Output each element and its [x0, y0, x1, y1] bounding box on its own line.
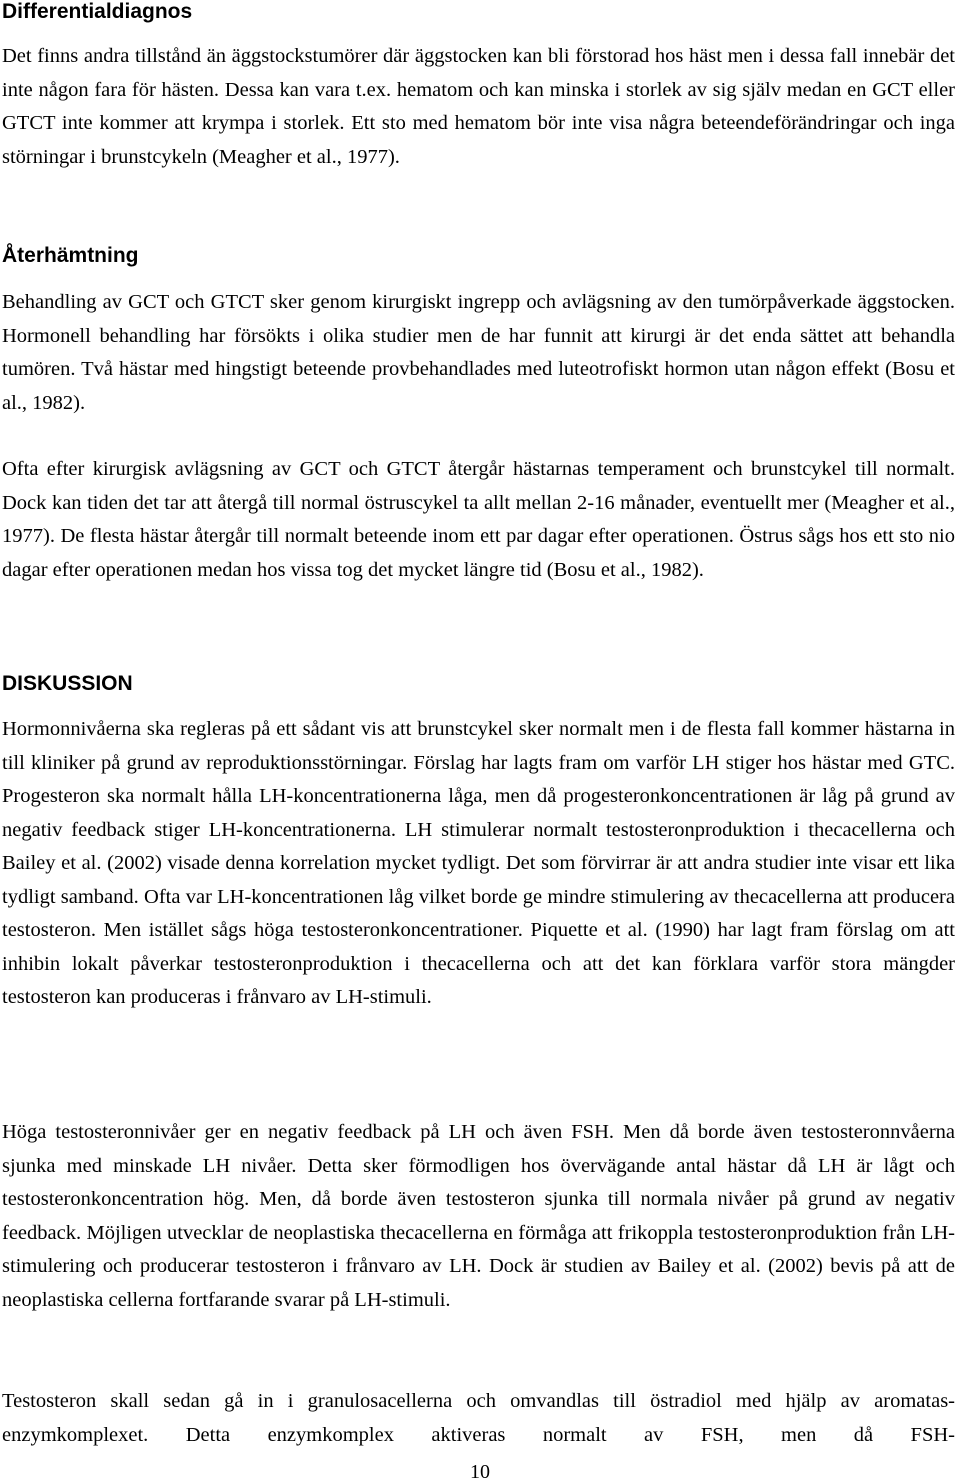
page-number: 10	[470, 1461, 490, 1483]
paragraph-discussion-3: Testosteron skall sedan gå in i granulosacellerna och omvandlas till östradiol med hjälp av aromatas-enzymkomplexet. Detta enzymkomplex aktiveras normalt av FSH, men då FSH-	[2, 1390, 955, 1446]
heading-aterhamtning: Återhämtning	[2, 244, 139, 267]
paragraph-discussion-2: Höga testosteronnivåer ger en negativ feedback på LH och även FSH. Men då borde även testosteronnvåerna sjunka med minskade LH nivåer. Detta sker förmodligen hos övervägande antal hästar då LH är lågt och testosteronkoncentration hög. Men, då borde även testosteron sjunka till normala nivåer på grund av negativ feedback. Möjligen utvecklar de neoplastiska thecacellerna en förmåga att frikoppla testosteronproduktion från LH-stimulering och producerar testosteron i frånvaro av LH. Dock är studien av Bailey et al. (2002) bevis på att de neoplastiska cellerna fortfarande svarar på LH-stimuli.	[2, 1121, 955, 1311]
heading-diskussion: DISKUSSION	[2, 672, 133, 695]
paragraph-recovery-1: Behandling av GCT och GTCT sker genom kirurgiskt ingrepp och avlägsning av den tumörpåverkade äggstocken. Hormonell behandling har försökts i olika studier men de har funnit att kirurgi är det enda sättet att behandla tumören. Två hästar med hingstigt beteende provbehandlades med luteotrofiskt hormon utan någon effekt (Bosu et al., 1982).	[2, 291, 955, 414]
paragraph-recovery-2: Ofta efter kirurgisk avlägsning av GCT och GTCT återgår hästarnas temperament och brunstcykel till normalt. Dock kan tiden det tar att återgå till normal östruscykel ta allt mellan 2-16 månader, eventuellt mer (Meagher et al., 1977). De flesta hästar återgår till normalt beteende inom ett par dagar efter operationen. Östrus sågs hos ett sto nio dagar efter operationen medan hos vissa tog det mycket längre tid (Bosu et al., 1982).	[2, 458, 955, 581]
heading-differentialdiagnos: Differentialdiagnos	[2, 0, 193, 23]
paragraph-differential-1: Det finns andra tillstånd än äggstockstumörer där äggstocken kan bli förstorad hos häst men i dessa fall innebär det inte någon fara för hästen. Dessa kan vara t.ex. hematom och kan minska i storlek av sig själv medan en GCT eller GTCT inte kommer att krympa i storlek. Ett sto med hematom bör inte visa några beteendeförändringar och inga störningar i brunstcykeln (Meagher et al., 1977).	[2, 45, 955, 168]
paragraph-discussion-1: Hormonnivåerna ska regleras på ett sådant vis att brunstcykel sker normalt men i de flesta fall kommer hästarna in till kliniker på grund av reproduktionsstörningar. Förslag har lagts fram om varför LH stiger hos hästar med GTC. Progesteron ska normalt hålla LH-koncentrationerna låga, men då progesteronkoncentrationen är låg på grund av negativ feedback stiger LH-koncentrationerna. LH stimulerar normalt testosteronproduktion i thecacellerna och Bailey et al. (2002) visade denna korrelation mycket tydligt. Det som förvirrar är att andra studier inte visar ett lika tydligt samband. Ofta var LH-koncentrationen låg vilket borde ge mindre stimulering av thecacellerna att producera testosteron. Men istället sågs höga testosteronkoncentrationer. Piquette et al. (1990) har lagt fram förslag om att inhibin lokalt påverkar testosteronproduktion i thecacellerna och att det kan förklara varför stora mängder testosteron kan produceras i frånvaro av LH-stimuli.	[2, 718, 955, 1008]
